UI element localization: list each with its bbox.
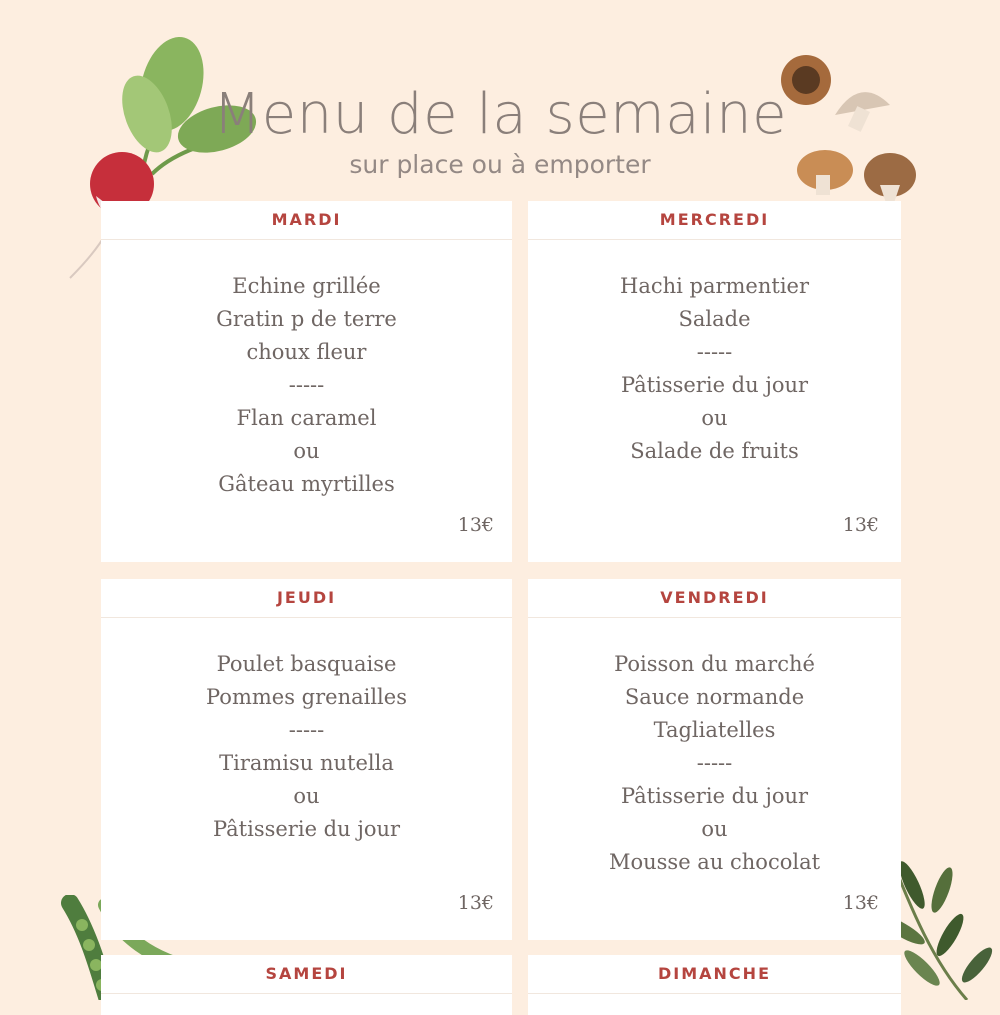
menu-separator: ----- — [696, 340, 733, 364]
menu-line: Hachi parmentier — [620, 274, 809, 298]
menu-line: Pâtisserie du jour — [212, 817, 401, 841]
menu-line: Pâtisserie du jour — [620, 373, 809, 397]
day-card-samedi — [101, 955, 512, 1015]
day-card-dimanche — [528, 955, 901, 1015]
price: 13€ — [457, 514, 494, 536]
menu-line: Salade — [678, 307, 751, 331]
day-heading: MARDI — [101, 201, 512, 240]
menu-line: ou — [293, 439, 320, 463]
day-card-mardi — [101, 201, 512, 562]
page-subtitle: sur place ou à emporter — [349, 150, 651, 179]
menu-line: Tiramisu nutella — [219, 751, 394, 775]
menu-items — [528, 618, 901, 879]
price: 13€ — [842, 892, 879, 914]
price: 13€ — [842, 514, 879, 536]
menu-items — [101, 240, 512, 501]
menu-line: Flan caramel — [236, 406, 377, 430]
day-card-mercredi — [528, 201, 901, 562]
menu-separator: ----- — [288, 373, 325, 397]
menu-line: Gratin p de terre — [216, 307, 397, 331]
menu-items — [101, 618, 512, 846]
page-title: Menu de la semaine — [212, 82, 788, 147]
menu-line: Sauce normande — [624, 685, 805, 709]
menu-line: Poisson du marché — [614, 652, 815, 676]
menu-line: Pâtisserie du jour — [620, 784, 809, 808]
menu-line: Mousse au chocolat — [608, 850, 821, 874]
menu-separator: ----- — [696, 751, 733, 775]
menu-items — [528, 240, 901, 468]
day-heading: VENDREDI — [528, 579, 901, 618]
menu-line: Salade de fruits — [630, 439, 799, 463]
day-heading: SAMEDI — [101, 955, 512, 994]
menu-line: ou — [701, 817, 728, 841]
menu-line: Echine grillée — [232, 274, 381, 298]
menu-line: Gâteau myrtilles — [218, 472, 395, 496]
day-card-jeudi — [101, 579, 512, 940]
day-heading: MERCREDI — [528, 201, 901, 240]
day-heading: JEUDI — [101, 579, 512, 618]
menu-line: Poulet basquaise — [216, 652, 397, 676]
price: 13€ — [457, 892, 494, 914]
menu-line: ou — [293, 784, 320, 808]
menu-line: Pommes grenailles — [206, 685, 407, 709]
menu-line: ou — [701, 406, 728, 430]
day-card-vendredi — [528, 579, 901, 940]
menu-separator: ----- — [288, 718, 325, 742]
menu-line: choux fleur — [246, 340, 367, 364]
menu-line: Tagliatelles — [653, 718, 776, 742]
day-heading: DIMANCHE — [528, 955, 901, 994]
